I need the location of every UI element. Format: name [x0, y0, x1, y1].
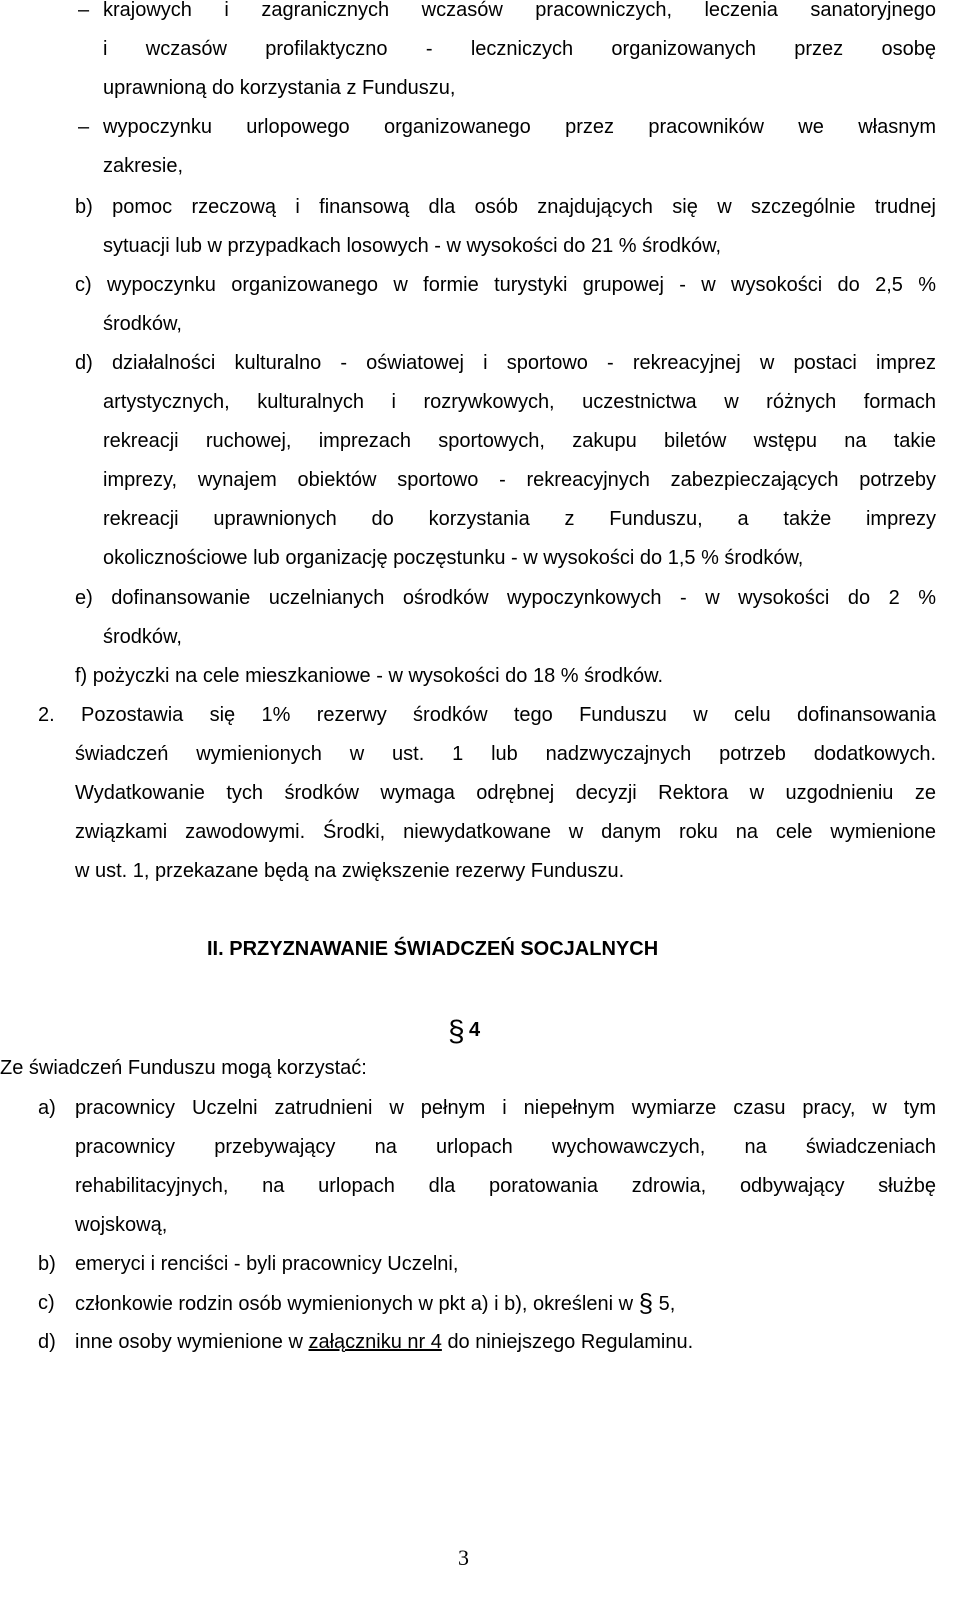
text-line: Wydatkowanie tych środków wymaga odrębnej decyzji Rektora w uzgodnieniu ze: [75, 782, 936, 804]
text-line: imprezy, wynajem obiektów sportowo - rekreacyjnych zabezpieczających potrzeby: [103, 469, 936, 491]
text-line: związkami zawodowymi. Środki, niewydatkowane w danym roku na cele wymienione: [75, 821, 936, 843]
text-line: rekreacji uprawnionych do korzystania z Funduszu, a także imprezy: [103, 508, 936, 530]
intro-text: Ze świadczeń Funduszu mogą korzystać:: [0, 1057, 367, 1079]
text-line: uprawnioną do korzystania z Funduszu,: [103, 77, 456, 99]
list-item-b2: emeryci i renciści - byli pracownicy Uczelni,: [75, 1253, 459, 1275]
dash-bullet: –: [78, 0, 90, 21]
list-label-d: d): [38, 1331, 56, 1353]
text-line: i wczasów profilaktyczno - leczniczych organizowanych przez osobę: [103, 38, 936, 60]
list-item-d: d) działalności kulturalno - oświatowej i sportowo - rekreacyjnej w postaci imprez: [75, 352, 936, 374]
text-line: okolicznościowe lub organizację poczęstunku - w wysokości do 1,5 % środków,: [103, 547, 804, 569]
section-sign-icon: §: [638, 1288, 654, 1318]
list-item-a: pracownicy Uczelni zatrudnieni w pełnym i niepełnym wymiarze czasu pracy, w tym: [75, 1097, 936, 1119]
text-span: 5,: [658, 1293, 676, 1315]
text-span: członkowie rodzin osób wymienionych w pkt a) i b), określeni w: [75, 1293, 634, 1315]
list-label-a: a): [38, 1097, 56, 1119]
text-line: wojskową,: [75, 1214, 168, 1236]
text-line: świadczeń wymienionych w ust. 1 lub nadzwyczajnych potrzeb dodatkowych.: [75, 743, 936, 765]
text-line: artystycznych, kulturalnych i rozrywkowych, uczestnictwa w różnych formach: [103, 391, 936, 413]
text-line: wypoczynku urlopowego organizowanego przez pracowników we własnym: [103, 116, 936, 138]
text-line: krajowych i zagranicznych wczasów pracowniczych, leczenia sanatoryjnego: [103, 0, 936, 21]
list-item-e: e) dofinansowanie uczelnianych ośrodków wypoczynkowych - w wysokości do 2 %: [75, 587, 936, 609]
section-sign-icon: §: [448, 1015, 465, 1048]
text-line: pracownicy przebywający na urlopach wychowawczych, na świadczeniach: [75, 1136, 936, 1158]
list-label-b: b): [38, 1253, 56, 1275]
text-line: środków,: [103, 313, 182, 335]
list-item-f: f) pożyczki na cele mieszkaniowe - w wysokości do 18 % środków.: [75, 665, 664, 687]
text-line: środków,: [103, 626, 182, 648]
text-span: do niniejszego Regulaminu.: [447, 1331, 694, 1353]
section-number: 4: [469, 1019, 481, 1041]
list-label-c: c): [38, 1292, 55, 1314]
list-item-d2: [75, 1330, 693, 1354]
paragraph-2: 2. Pozostawia się 1% rezerwy środków tego Funduszu w celu dofinansowania: [38, 704, 936, 726]
dash-bullet: –: [78, 116, 90, 138]
text-line: rekreacji ruchowej, imprezach sportowych, zakupu biletów wstępu na takie: [103, 430, 936, 452]
text-line: w ust. 1, przekazane będą na zwiększenie rezerwy Funduszu.: [75, 860, 625, 882]
section-heading: II. PRZYZNAWANIE ŚWIADCZEŃ SOCJALNYCH: [207, 938, 659, 960]
text-line: rehabilitacyjnych, na urlopach dla poratowania zdrowia, odbywający służbę: [75, 1175, 936, 1197]
list-item-b: b) pomoc rzeczową i finansową dla osób znajdujących się w szczególnie trudnej: [75, 196, 936, 218]
attachment-link[interactable]: załączniku nr 4: [308, 1331, 442, 1353]
page-number: 3: [458, 1545, 469, 1570]
text-line: zakresie,: [103, 155, 184, 177]
list-item-c2: [75, 1288, 676, 1318]
text-line: sytuacji lub w przypadkach losowych - w wysokości do 21 % środków,: [103, 235, 722, 257]
list-item-c: c) wypoczynku organizowanego w formie turystyki grupowej - w wysokości do 2,5 %: [75, 274, 936, 296]
text-span: inne osoby wymienione w: [75, 1331, 303, 1353]
